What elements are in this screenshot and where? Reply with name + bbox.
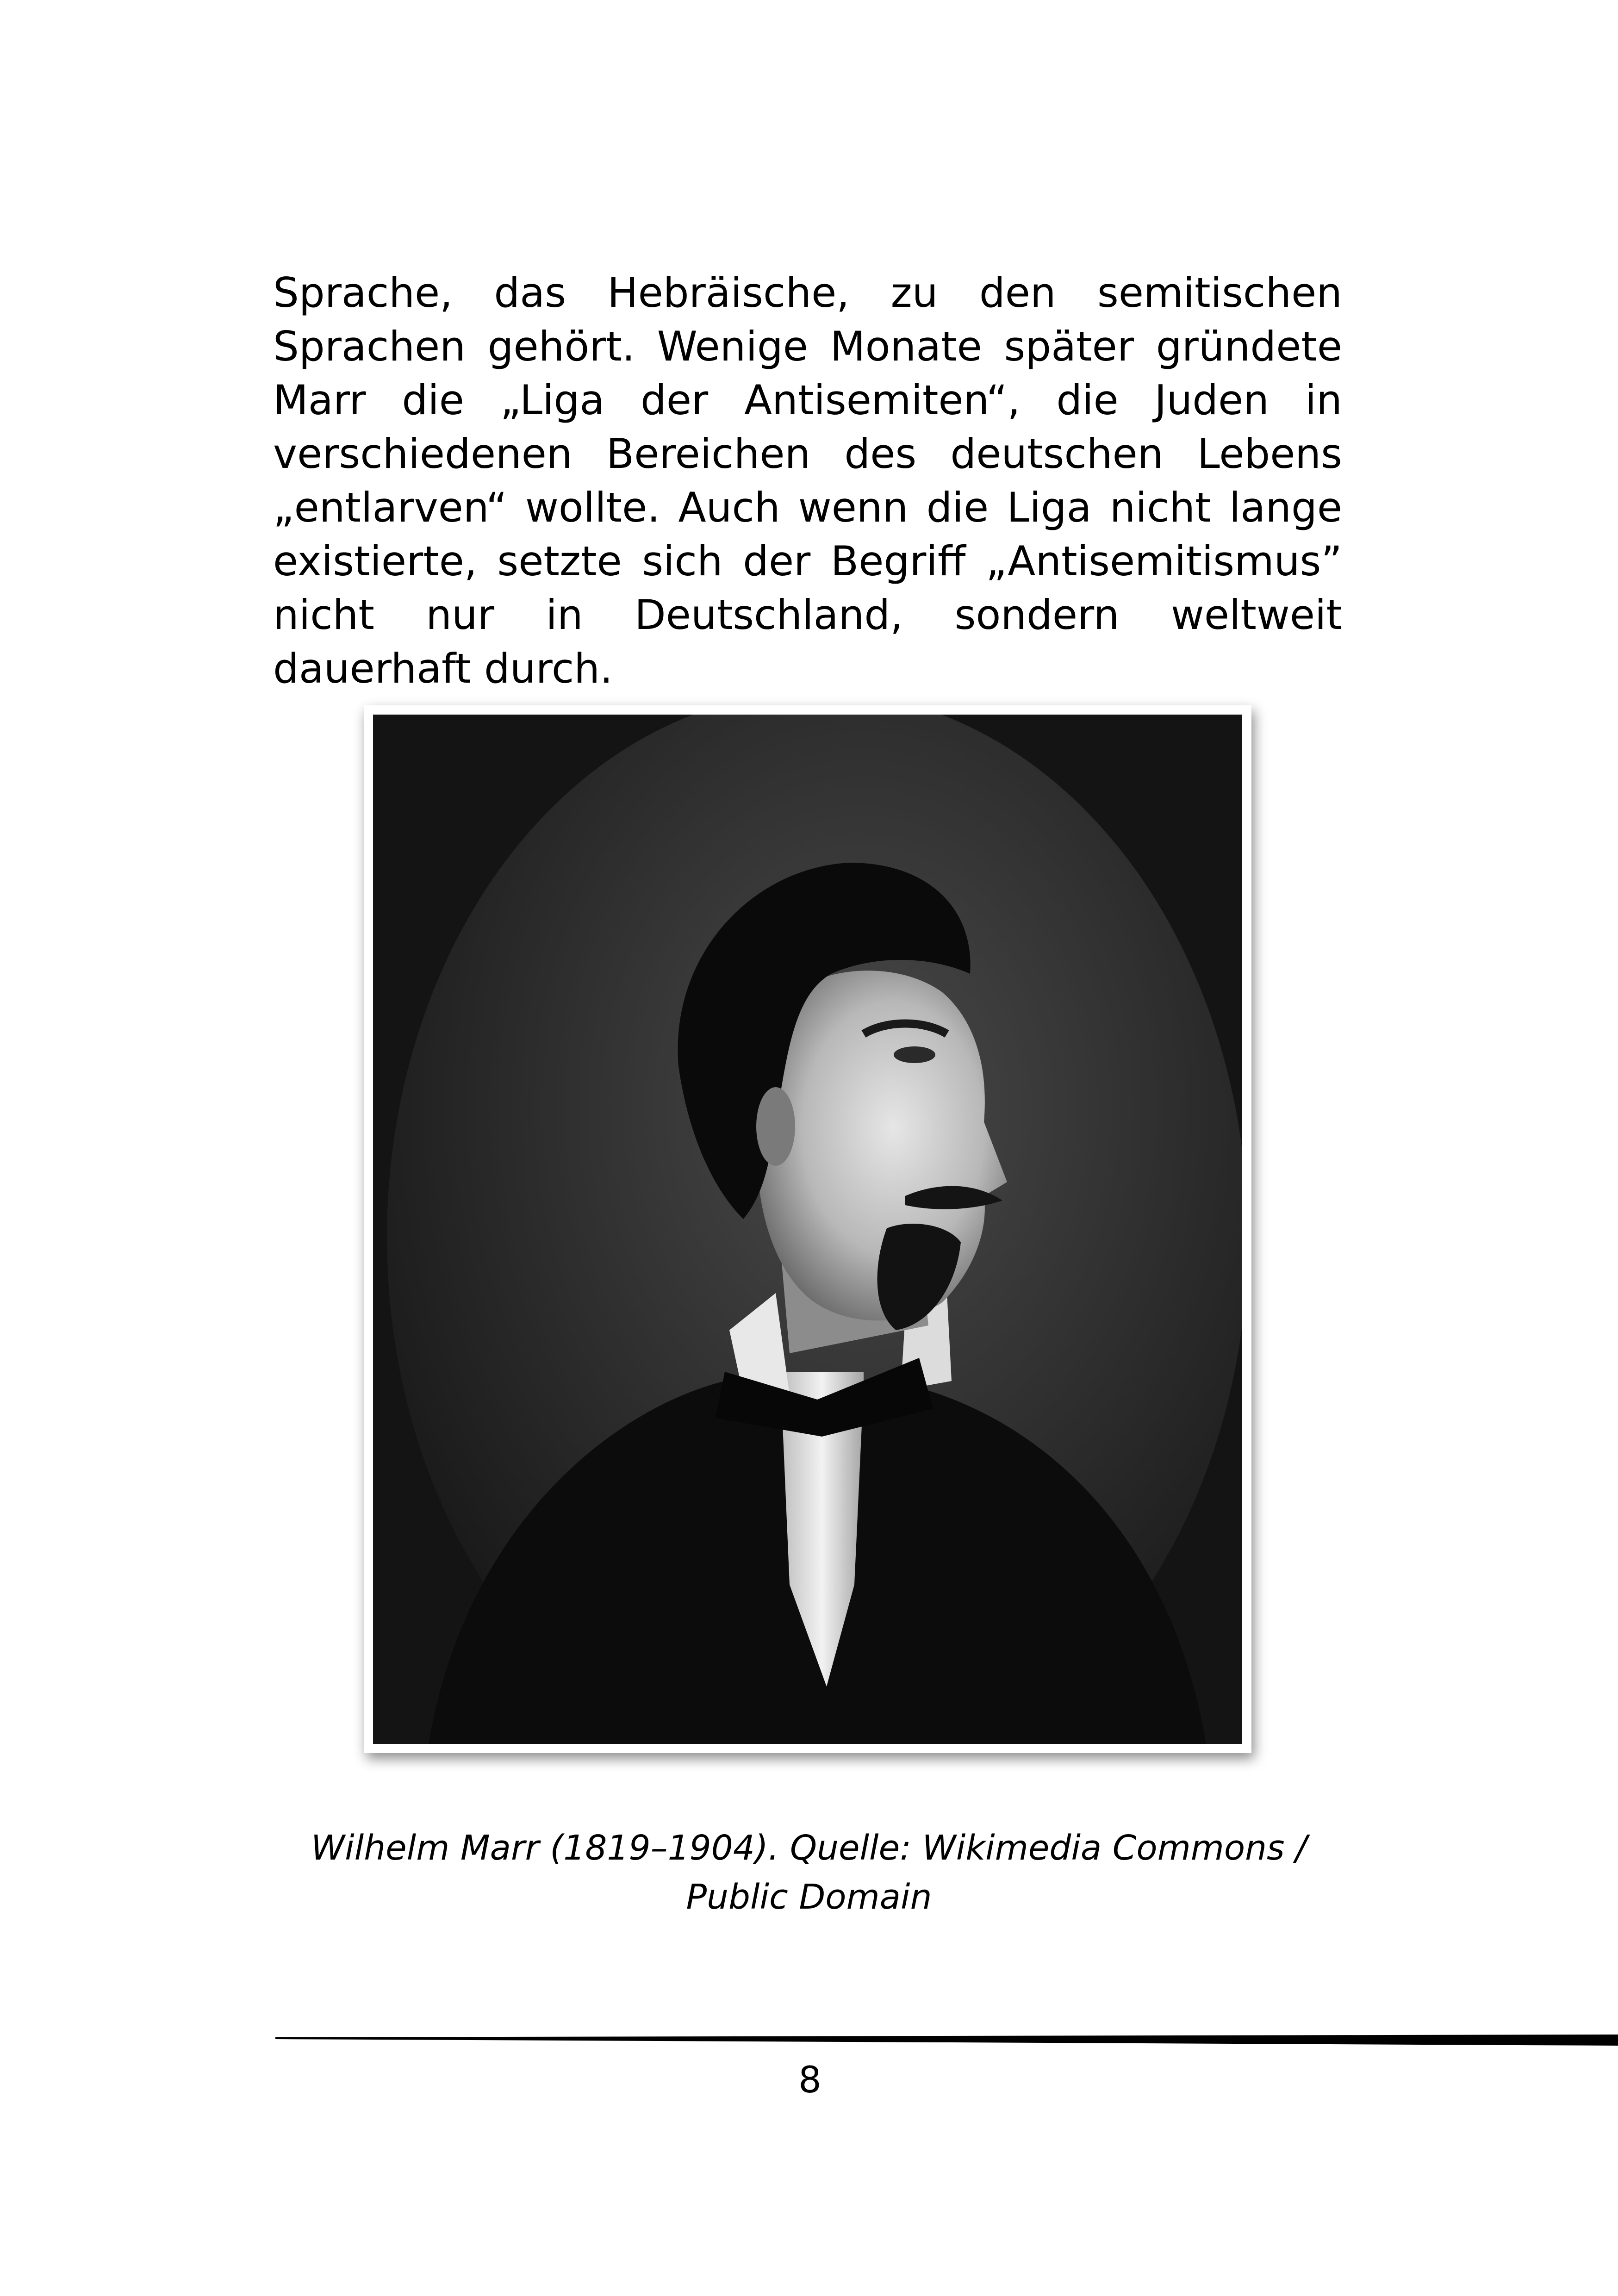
portrait-figure <box>364 705 1251 1753</box>
portrait-photo <box>373 715 1242 1744</box>
figure-caption: Wilhelm Marr (1819–1904). Quelle: Wikimedia Commons / Public Domain <box>311 1828 1307 1917</box>
footer-rule <box>275 2032 1618 2047</box>
body-paragraph: Sprache, das Hebräische, zu den semitischen Sprachen gehört. Wenige Monate später gründete Marr die „Liga der Antisemiten“, die Juden in verschiedenen Bereichen des deutschen Lebens „entlarven“ wollte. Auch wenn die Liga nicht lange existierte, setzte sich der Begriff „Antisemitismus” nicht nur in Deutschland, sondern weltweit dauerhaft durch. <box>273 269 1342 692</box>
page-number: 8 <box>798 2060 821 2101</box>
